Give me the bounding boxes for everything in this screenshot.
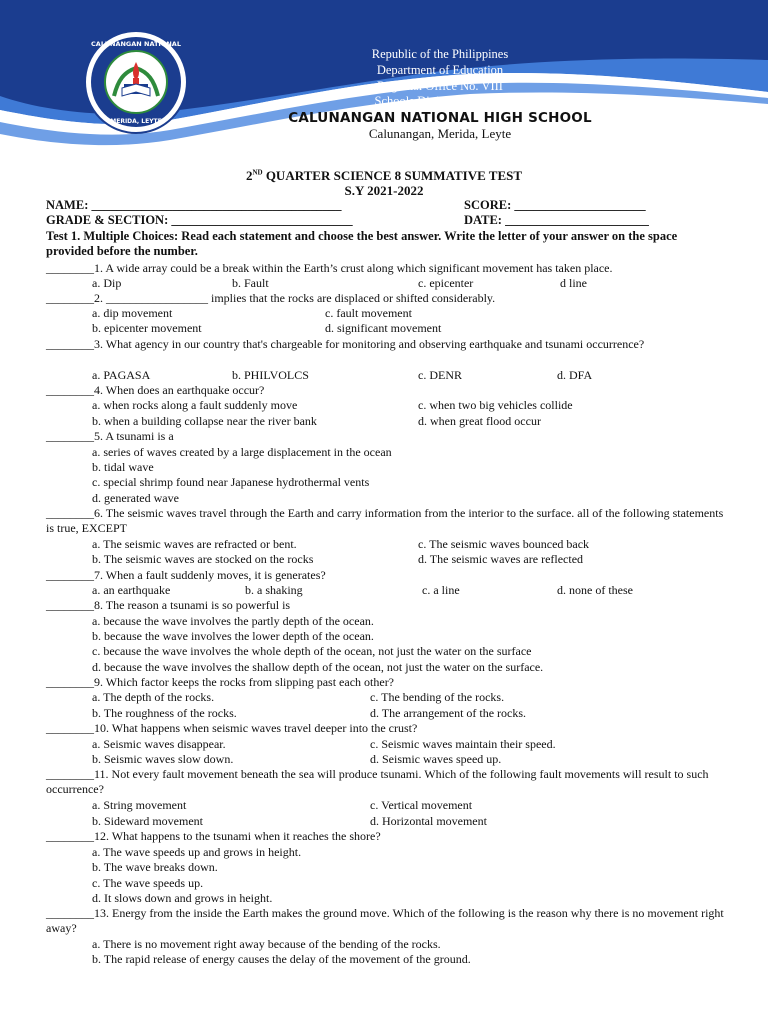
question-7: ________7. When a fault suddenly moves, it is generates? (46, 568, 326, 582)
q12-option-c: c. The wave speeds up. (92, 876, 204, 890)
question-2: ________2. _________________ implies that the rocks are displaced or shifted considerably. (46, 291, 496, 305)
q9-option-d: d. The arrangement of the rocks. (370, 706, 527, 720)
q12-option-a: a. The wave speeds up and grows in height. (92, 845, 302, 859)
question-11: ________11. Not every fault movement beneath the sea will produce tsunami. Which of the following fault movements will result to such occurrence? (46, 767, 709, 797)
question-5: ________5. A tsunami is a (46, 429, 174, 443)
q10-option-b: b. Seismic waves slow down. (92, 752, 234, 766)
q5-option-b: b. tidal wave (92, 460, 154, 474)
q8-option-c: c. because the wave involves the whole depth of the ocean, not just the water on the surface (92, 644, 532, 658)
question-1: ________1. A wide array could be a break within the Earth’s crust along which significant movement has taken place. (46, 261, 613, 275)
header-line-deped: Department of Education (376, 63, 504, 77)
q4-option-b: b. when a building collapse near the river bank (92, 414, 317, 428)
q3-option-c: c. DENR (418, 368, 462, 382)
score-field[interactable]: SCORE: _____________________ (464, 198, 646, 212)
name-field[interactable]: NAME: ________________________________________ (46, 198, 342, 212)
school-seal-logo (84, 30, 188, 134)
q6-option-a: a. The seismic waves are refracted or bent. (92, 537, 297, 551)
instructions: Test 1. Multiple Choices: Read each statement and choose the best answer. Write the letter of your answer on the space provided before the number. (46, 229, 678, 259)
grade-section-field[interactable]: GRADE & SECTION: _____________________________ (46, 213, 353, 227)
q7-option-c: c. a line (422, 583, 460, 597)
header-line-region: Regional Office No. VIII (377, 79, 503, 93)
q6-option-b: b. The seismic waves are stocked on the rocks (92, 552, 314, 566)
q10-option-c: c. Seismic waves maintain their speed. (370, 737, 556, 751)
q9-option-a: a. The depth of the rocks. (92, 690, 215, 704)
q13-option-a: a. There is no movement right away because of the bending of the rocks. (92, 937, 441, 951)
title-ordinal: 2 (245, 168, 253, 183)
q4-option-c: c. when two big vehicles collide (418, 398, 573, 412)
question-6: ________6. The seismic waves travel through the Earth and carry information from the interior to the surface. all of the following statements is true, EXCEPT (46, 506, 724, 536)
question-10: ________10. What happens when seismic waves travel deeper into the crust? (46, 721, 418, 735)
q2-option-c: c. fault movement (325, 306, 412, 320)
q11-option-c: c. Vertical movement (370, 798, 473, 812)
q7-option-a: a. an earthquake (92, 583, 171, 597)
school-name: CALUNANGAN NATIONAL HIGH SCHOOL (288, 110, 592, 126)
q3-option-a: a. PAGASA (92, 368, 151, 382)
title-main: QUARTER SCIENCE 8 SUMMATIVE TEST (262, 168, 523, 183)
q6-option-c: c. The seismic waves bounced back (418, 537, 590, 551)
school-address: Calunangan, Merida, Leyte (368, 126, 512, 141)
q4-option-d: d. when great flood occur (418, 414, 541, 428)
q9-option-b: b. The roughness of the rocks. (92, 706, 237, 720)
question-9: ________9. Which factor keeps the rocks from slipping past each other? (46, 675, 395, 689)
question-8: ________8. The reason a tsunami is so powerful is (46, 598, 291, 612)
q3-option-d: d. DFA (557, 368, 593, 382)
question-13: ________13. Energy from the inside the Earth makes the ground move. Which of the following is the reason why there is no movement right away? (46, 906, 724, 936)
svg-text:CALUNANGAN NATIONAL: CALUNANGAN NATIONAL (91, 40, 181, 48)
q10-option-d: d. Seismic waves speed up. (370, 752, 502, 766)
q10-option-a: a. Seismic waves disappear. (92, 737, 226, 751)
date-field[interactable]: DATE: _______________________ (464, 213, 649, 227)
q12-option-b: b. The wave breaks down. (92, 860, 218, 874)
q13-option-b: b. The rapid release of energy causes the delay of the movement of the ground. (92, 952, 471, 966)
q1-option-b: b. Fault (232, 276, 269, 290)
header-line-republic: Republic of the Philippines (371, 47, 509, 61)
q8-option-a: a. because the wave involves the partly depth of the ocean. (92, 614, 374, 628)
q5-option-d: d. generated wave (92, 491, 179, 505)
q2-option-b: b. epicenter movement (92, 321, 202, 335)
question-4: ________4. When does an earthquake occur? (46, 383, 265, 397)
q1-option-a: a. Dip (92, 276, 122, 290)
q11-option-a: a. String movement (92, 798, 187, 812)
question-12: ________12. What happens to the tsunami when it reaches the shore? (46, 829, 381, 843)
title-ordinal-suffix: ND (252, 168, 263, 177)
q7-option-d: d. none of these (557, 583, 633, 597)
test-title (0, 168, 768, 184)
q3-option-b: b. PHILVOLCS (232, 368, 309, 382)
school-year: S.Y 2021-2022 (344, 183, 424, 198)
question-3: ________3. What agency in our country that's chargeable for monitoring and observing earthquake and tsunami occurrence? (46, 337, 645, 351)
q2-option-d: d. significant movement (325, 321, 442, 335)
q1-option-c: c. epicenter (418, 276, 474, 290)
q7-option-b: b. a shaking (245, 583, 303, 597)
q5-option-c: c. special shrimp found near Japanese hydrothermal vents (92, 475, 370, 489)
header-line-division: Schools Division of Leyte (374, 94, 506, 108)
q6-option-d: d. The seismic waves are reflected (418, 552, 584, 566)
q2-option-a: a. dip movement (92, 306, 173, 320)
q9-option-c: c. The bending of the rocks. (370, 690, 505, 704)
q4-option-a: a. when rocks along a fault suddenly move (92, 398, 298, 412)
svg-text:MERIDA, LEYTE: MERIDA, LEYTE (110, 118, 162, 125)
q12-option-d: d. It slows down and grows in height. (92, 891, 273, 905)
q11-option-b: b. Sideward movement (92, 814, 203, 828)
q8-option-b: b. because the wave involves the lower depth of the ocean. (92, 629, 374, 643)
q11-option-d: d. Horizontal movement (370, 814, 487, 828)
q1-option-d: d line (560, 276, 587, 290)
q8-option-d: d. because the wave involves the shallow depth of the ocean, not just the water on the surface. (92, 660, 544, 674)
q5-option-a: a. series of waves created by a large displacement in the ocean (92, 445, 392, 459)
